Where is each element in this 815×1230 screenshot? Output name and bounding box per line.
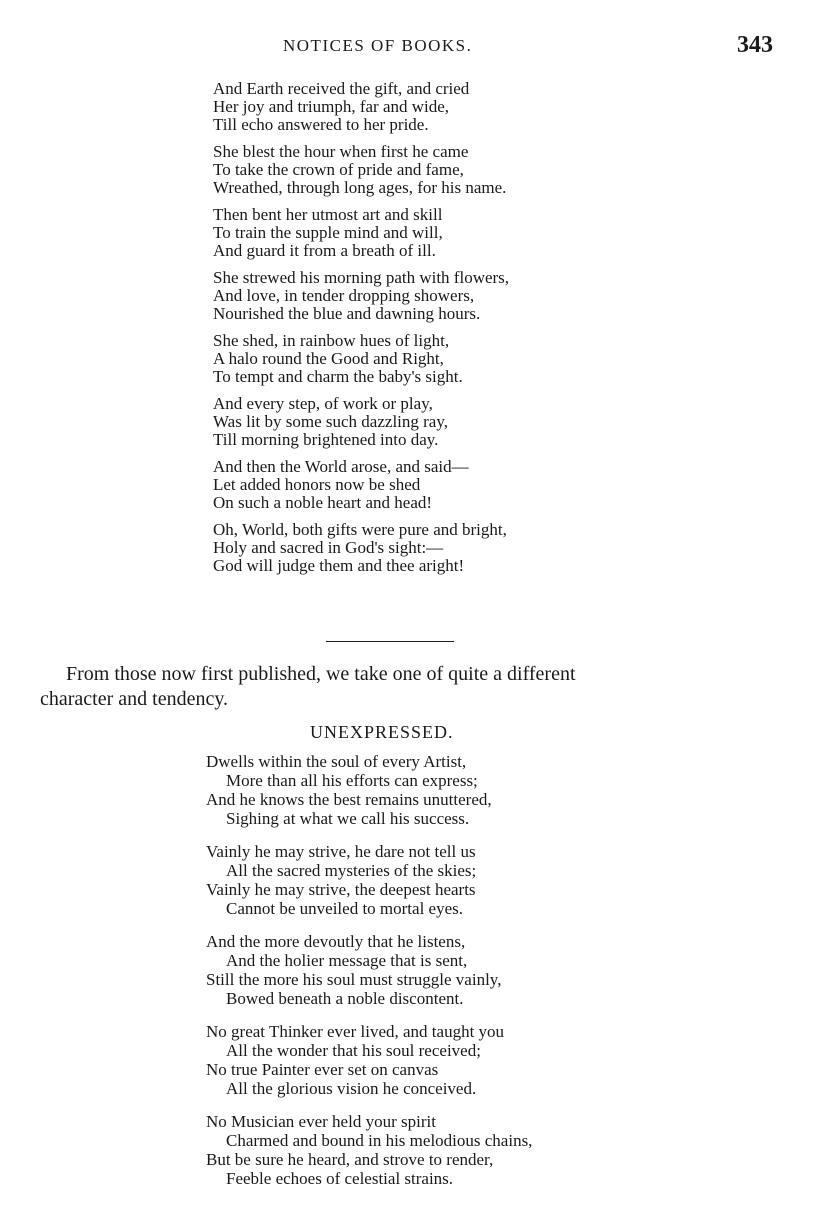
verse-line: And he knows the best remains unuttered, [206,790,492,809]
prose-paragraph [40,662,745,712]
verse-line: Feeble echoes of celestial strains. [226,1169,454,1188]
poem-1 [213,80,663,584]
verse-line: No Musician ever held your spirit [206,1112,436,1131]
verse-line: Let added honors now be shed [213,475,421,494]
verse-line: To train the supple mind and will, [213,223,443,242]
verse-line: Cannot be unveiled to mortal eyes. [226,899,463,918]
verse-line: And guard it from a breath of ill. [213,241,436,260]
verse-line: But be sure he heard, and strove to render, [206,1150,494,1169]
verse-line: She blest the hour when first he came [213,142,469,161]
verse-line: And the holier message that is sent, [226,951,468,970]
running-head: NOTICES OF BOOKS. [283,36,473,55]
verse-line: And the more devoutly that he listens, [206,932,466,951]
verse-line: Sighing at what we call his success. [226,809,470,828]
page-number: 343 [737,32,773,58]
verse-line: No true Painter ever set on canvas [206,1060,439,1079]
poem-2-title: UNEXPRESSED. [310,722,454,742]
verse-line: Holy and sacred in God's sight:— [213,538,444,557]
verse-line: Dwells within the soul of every Artist, [206,752,467,771]
verse-line: And every step, of work or play, [213,394,433,413]
verse-line: And love, in tender dropping showers, [213,286,475,305]
poem-2-stanza [206,752,666,828]
verse-line: Till morning brightened into day. [213,430,439,449]
verse-line: All the wonder that his soul received; [226,1041,481,1060]
verse-line: A halo round the Good and Right, [213,349,444,368]
verse-line: Till echo answered to her pride. [213,115,429,134]
verse-line: All the glorious vision he conceived. [226,1079,477,1098]
poem-1-stanza [213,332,663,386]
poem-1-stanza [213,80,663,134]
page-header [0,32,815,62]
verse-line: Vainly he may strive, the deepest hearts [206,880,476,899]
prose-line: From those now first published, we take one of quite a different [66,663,576,685]
poem-1-stanza [213,458,663,512]
verse-line: And Earth received the gift, and cried [213,79,470,98]
poem-2-stanza [206,932,666,1008]
poem-1-stanza [213,395,663,449]
verse-line: Bowed beneath a noble discontent. [226,989,464,1008]
section-divider [326,641,454,642]
verse-line: No great Thinker ever lived, and taught you [206,1022,505,1041]
verse-line: And then the World arose, and said— [213,457,469,476]
poem-1-stanza [213,269,663,323]
verse-line: Charmed and bound in his melodious chains, [226,1131,533,1150]
verse-line: Her joy and triumph, far and wide, [213,97,450,116]
verse-line: Nourished the blue and dawning hours. [213,304,481,323]
poem-2 [206,752,666,1202]
verse-line: Wreathed, through long ages, for his name. [213,178,507,197]
verse-line: More than all his efforts can express; [226,771,478,790]
verse-line: God will judge them and thee aright! [213,556,465,575]
verse-line: All the sacred mysteries of the skies; [226,861,477,880]
prose-line: character and tendency. [40,688,229,710]
poem-2-stanza [206,1112,666,1188]
poem-1-stanza [213,143,663,197]
verse-line: Then bent her utmost art and skill [213,205,443,224]
poem-2-stanza [206,1022,666,1098]
poem-1-stanza [213,521,663,575]
verse-line: Still the more his soul must struggle vainly, [206,970,502,989]
verse-line: To take the crown of pride and fame, [213,160,464,179]
poem-1-stanza [213,206,663,260]
verse-line: To tempt and charm the baby's sight. [213,367,463,386]
verse-line: Vainly he may strive, he dare not tell us [206,842,476,861]
verse-line: Oh, World, both gifts were pure and bright, [213,520,507,539]
verse-line: She strewed his morning path with flowers, [213,268,510,287]
verse-line: She shed, in rainbow hues of light, [213,331,450,350]
poem-2-stanza [206,842,666,918]
verse-line: On such a noble heart and head! [213,493,433,512]
verse-line: Was lit by some such dazzling ray, [213,412,448,431]
